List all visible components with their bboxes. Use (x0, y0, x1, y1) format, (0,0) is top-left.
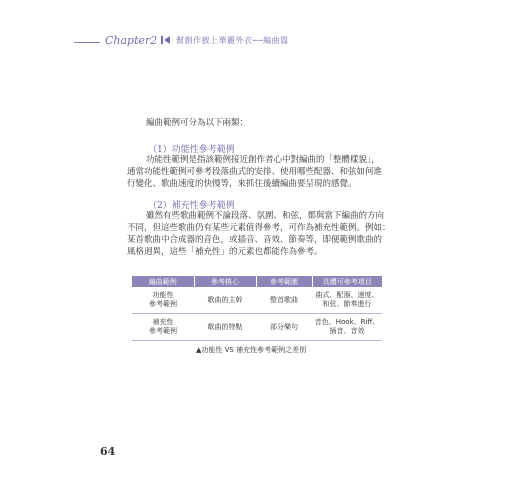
type-line: 功能性 (152, 291, 174, 299)
table-header-cell: 編曲範例 (132, 276, 194, 287)
section2-heading: （2）補充性參考範例 (148, 201, 235, 211)
table-cell-scope: 整首歌曲 (256, 287, 312, 314)
items-line: 和弦、節奏進行 (322, 300, 372, 308)
section2-line-1: 雖然有些歌曲範例不論段落、氛圍、和弦，都與當下編曲的方向 (146, 211, 385, 221)
section1-line-1: 功能性範例是指該範例接近創作者心中對編曲的「整體樣貌」， (146, 155, 380, 165)
intro-text: 編曲範例可分為以下兩類： (146, 118, 249, 128)
type-line: 參考範例 (149, 300, 177, 308)
items-line: 插音、音效 (329, 327, 365, 335)
table-header-cell: 參考核心 (194, 276, 256, 287)
running-header (0, 34, 520, 50)
type-line: 參考範例 (149, 327, 177, 335)
section1-line-3: 行變化、歌曲速度的快慢等，來抓住後續編曲要呈現的感覺。 (127, 179, 357, 189)
comparison-table (132, 276, 382, 341)
table-cell-scope: 部分樂句 (256, 314, 312, 341)
section1-line-2: 通常功能性範例可參考段落曲式的安排、使用哪些配器、和弦如何進 (127, 167, 383, 177)
table-header-cell: 具體可參考項目 (312, 276, 382, 287)
table-row (132, 287, 382, 314)
chapter-label: Chapter2 (105, 34, 158, 47)
chapter-ornament-icon (161, 36, 170, 44)
table-cell-items (312, 287, 382, 314)
section2-line-3: 某首歌曲中合成器的音色，或插音、音效、節奏等，即便範例歌曲的 (127, 235, 383, 245)
type-line: 補充性 (152, 318, 174, 326)
section2-line-2: 不同，但這些歌曲仍有某些元素值得參考，可作為補充性範例。例如： (127, 223, 391, 233)
page-number: 64 (100, 445, 116, 458)
table-cell-core: 歌曲的主幹 (194, 287, 256, 314)
section2-line-4: 風格迥異，這些「補充性」的元素也都能作為參考。 (127, 247, 323, 257)
items-line: 曲式、配器、速度、 (315, 291, 379, 299)
items-line: 音色、Hook、Riff、 (314, 318, 380, 326)
table-cell-type (132, 314, 194, 341)
header-rule (74, 42, 100, 43)
table-cell-core: 歌曲的特點 (194, 314, 256, 341)
table-header-cell: 參考範圍 (256, 276, 312, 287)
table-caption: ▲功能性 VS 補充性參考範例之差別 (196, 346, 307, 354)
chapter-title: 幫創作披上華麗外衣──編曲篇 (176, 36, 289, 45)
table-cell-items (312, 314, 382, 341)
table-header-row (132, 276, 382, 287)
table-cell-type (132, 287, 194, 314)
table-row (132, 314, 382, 341)
section1-heading: （1）功能性參考範例 (148, 145, 235, 155)
